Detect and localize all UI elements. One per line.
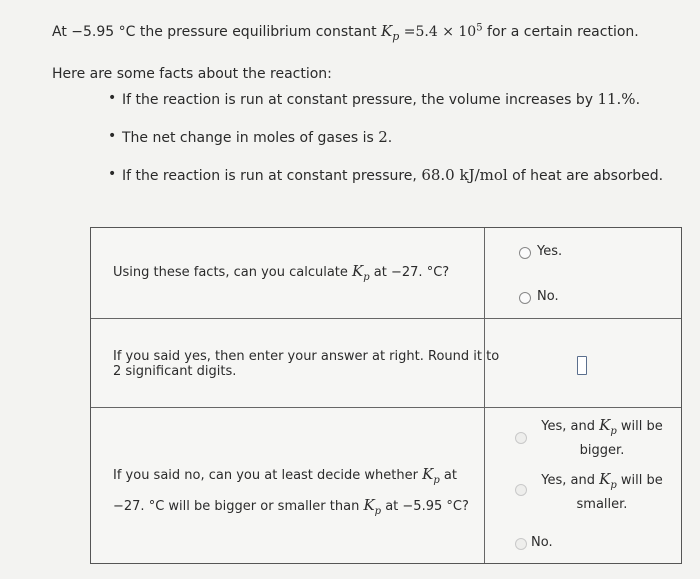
option-yes-label[interactable]: Yes. (537, 244, 563, 259)
radio-yes-smaller[interactable] (515, 484, 527, 496)
intro-suffix: for a certain reaction. (487, 24, 639, 40)
radio-no-3[interactable] (515, 538, 527, 550)
question-row-1 (91, 228, 681, 319)
problem-statement (52, 22, 639, 43)
question-1-text: Using these facts, can you calculate $K_p$ at −27. °C? (113, 262, 450, 283)
kp-symbol: $K_p$ (381, 22, 400, 43)
facts-heading: Here are some facts about the reaction: (52, 66, 332, 82)
fact-item: • If the reaction is run at constant pressure, the volume increases by 11.%. (108, 90, 663, 128)
option-yes-smaller-label[interactable]: Yes, and $K_p$ will be smaller. (541, 470, 663, 512)
fact-item: • If the reaction is run at constant pressure, 68.0 kJ/mol of heat are absorbed. (108, 166, 663, 204)
question-2-text: If you said yes, then enter your answer at right. Round it to 2 significant digits. (113, 349, 500, 379)
question-3-text: If you said no, can you at least decide whether $K_p$ at −27. °C will be bigger or smaller than $K_p$ at −5.95 °C? (113, 465, 469, 517)
question-row-3 (91, 408, 681, 565)
facts-list (108, 90, 663, 204)
option-yes-bigger-label[interactable]: Yes, and $K_p$ will be bigger. (541, 416, 663, 458)
kp-value: $=5.4 \times 10^5$ (403, 22, 483, 40)
question-row-2 (91, 319, 681, 408)
option-no-3-label[interactable]: No. (531, 535, 553, 550)
question-table (90, 227, 682, 564)
fact-item: • The net change in moles of gases is 2. (108, 128, 663, 166)
option-no-label[interactable]: No. (537, 289, 559, 304)
radio-yes[interactable] (519, 247, 531, 259)
intro-prefix: At −5.95 °C the pressure equilibrium constant (52, 24, 377, 40)
answer-input[interactable] (577, 356, 587, 375)
radio-yes-bigger[interactable] (515, 432, 527, 444)
radio-no[interactable] (519, 292, 531, 304)
